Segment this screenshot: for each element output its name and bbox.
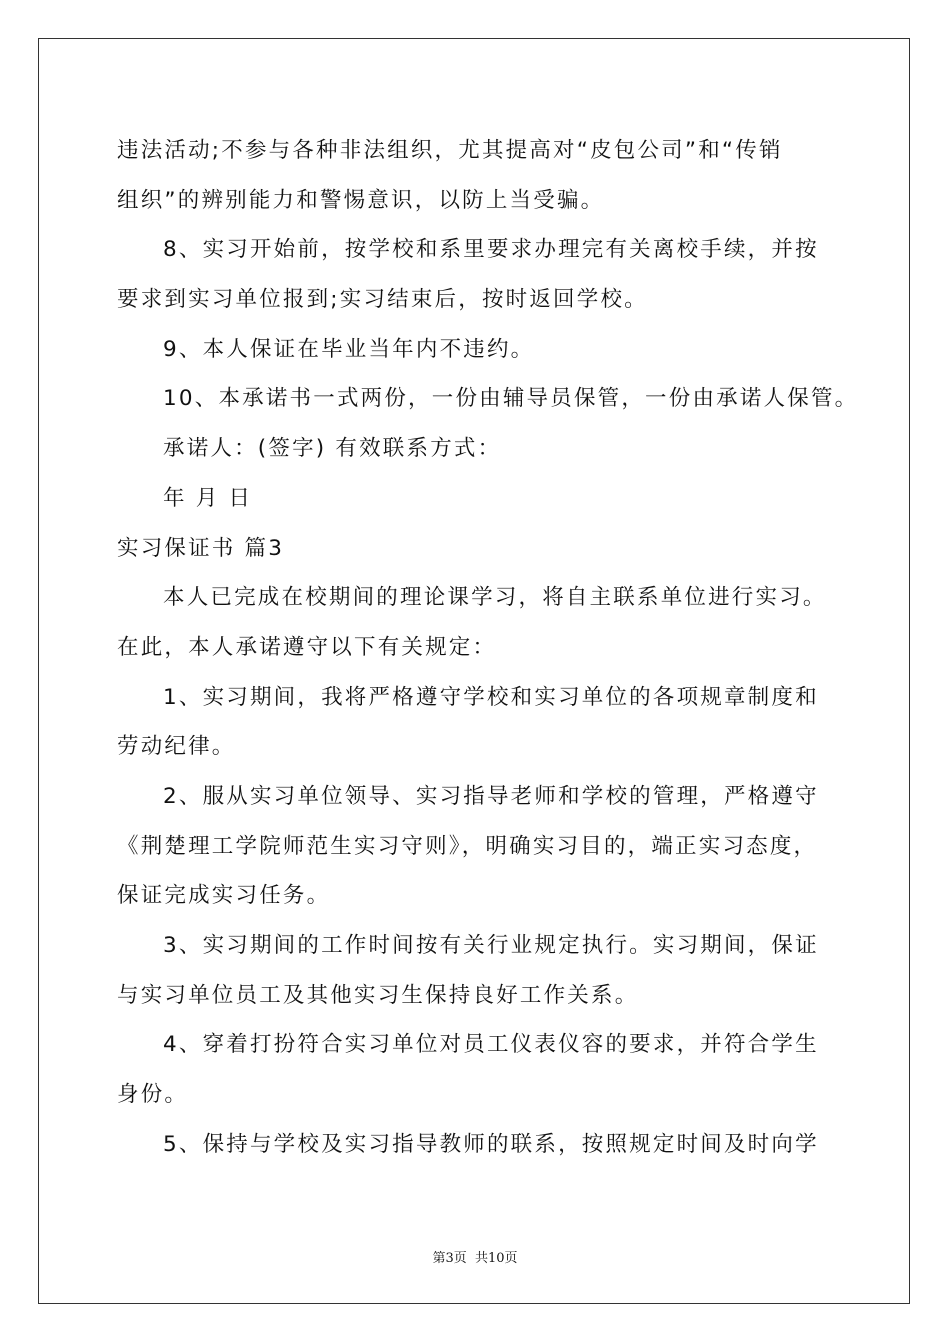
text-line: 要求到实习单位报到;实习结束后，按时返回学校。 <box>117 287 648 313</box>
text-line: 组织”的辨别能力和警惕意识，以防上当受骗。 <box>117 187 605 213</box>
text-line: 违法活动;不参与各种非法组织，尤其提高对“皮包公司”和“传销 <box>117 138 783 163</box>
text-line: 2、服从实习单位领导、实习指导老师和学校的管理，严格遵守 <box>163 783 819 809</box>
section-heading: 实习保证书 篇3 <box>117 535 285 561</box>
document-body <box>117 126 859 1169</box>
text-line: 保证完成实习任务。 <box>117 883 331 909</box>
text-line: 5、保持与学校及实习指导教师的联系，按照规定时间及时向学 <box>163 1131 819 1157</box>
text-line: 10、本承诺书一式两份，一份由辅导员保管，一份由承诺人保管。 <box>163 386 859 412</box>
page-footer <box>0 1247 950 1266</box>
text-line: 3、实习期间的工作时间按有关行业规定执行。实习期间，保证 <box>163 933 819 958</box>
text-line: 9、本人保证在毕业当年内不违约。 <box>163 336 535 362</box>
text-line: 本人已完成在校期间的理论课学习，将自主联系单位进行实习。 <box>163 585 827 611</box>
text-line: 与实习单位员工及其他实习生保持良好工作关系。 <box>117 982 639 1008</box>
date-line: 年 月 日 <box>163 485 253 511</box>
text-line: 4、穿着打扮符合实习单位对员工仪表仪容的要求，并符合学生 <box>163 1032 819 1058</box>
text-line: 1、实习期间，我将严格遵守学校和实习单位的各项规章制度和 <box>163 684 819 710</box>
text-line: 《荆楚理工学院师范生实习守则》，明确实习目的，端正实习态度， <box>117 833 818 859</box>
text-line: 劳动纪律。 <box>117 734 236 760</box>
page-number: 第3页 <box>432 1251 467 1266</box>
text-line: 身份。 <box>117 1082 189 1108</box>
text-line: 8、实习开始前，按学校和系里要求办理完有关离校手续，并按 <box>163 237 819 263</box>
signature-line: 承诺人：(签字) 有效联系方式： <box>163 436 502 462</box>
page-total: 共10页 <box>474 1251 518 1266</box>
text-line: 在此，本人承诺遵守以下有关规定： <box>117 634 497 660</box>
